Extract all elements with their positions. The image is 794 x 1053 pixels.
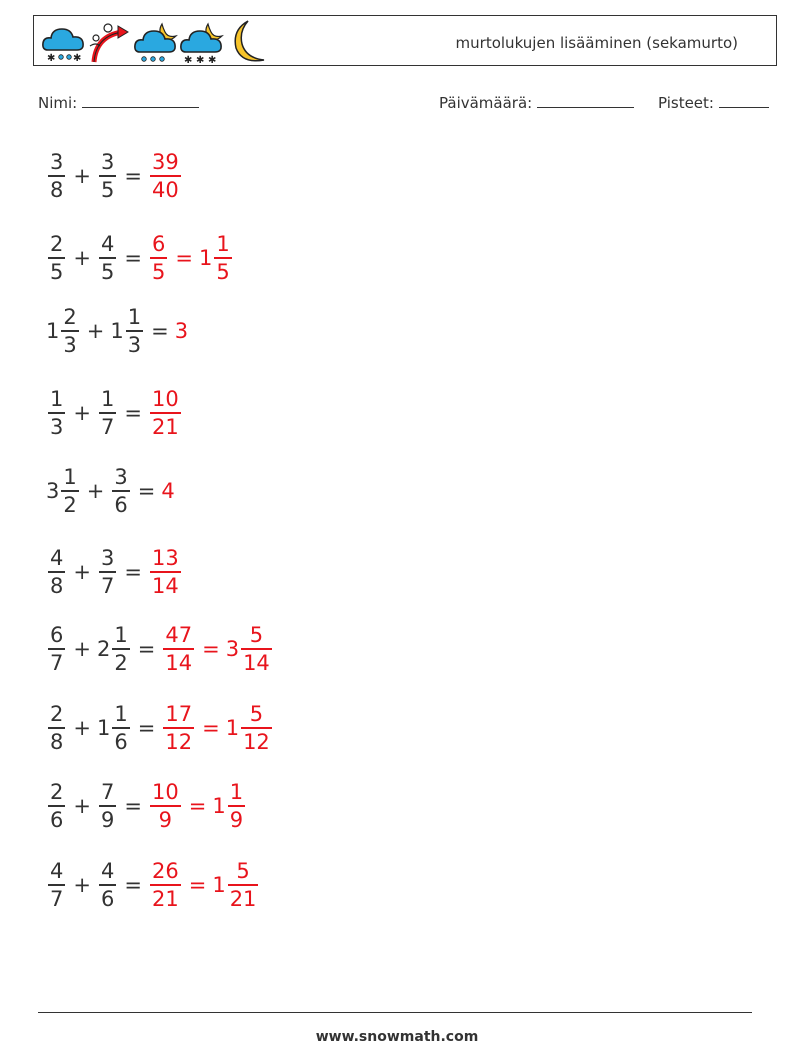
answer-mixed-number (199, 231, 234, 285)
fraction (48, 149, 65, 203)
worksheet-title: murtolukujen lisääminen (sekamurto) (455, 34, 738, 52)
answer-fraction (150, 386, 181, 440)
numerator: 17 (165, 702, 193, 727)
answer (161, 479, 174, 503)
answer-fraction (150, 779, 181, 833)
answer (148, 149, 183, 203)
score-field (658, 93, 769, 112)
whole-number: 1 (198, 246, 213, 270)
denominator: 5 (100, 177, 115, 202)
addend-1 (46, 149, 67, 203)
addend-1 (46, 622, 67, 676)
numerator: 1 (127, 305, 142, 330)
equals-sign: = (188, 794, 207, 818)
equals-sign: = (202, 637, 220, 661)
equals-sign: = (137, 479, 156, 503)
problem-row (46, 145, 183, 207)
fraction (48, 231, 65, 285)
denominator: 14 (165, 650, 193, 675)
date-field (439, 93, 634, 112)
fraction (61, 304, 78, 358)
denominator: 12 (165, 729, 193, 754)
numerator: 5 (249, 702, 264, 727)
equals-sign: = (137, 716, 156, 740)
footer-divider (38, 1012, 752, 1013)
svg-text:✱: ✱ (208, 55, 217, 64)
denominator: 2 (114, 650, 128, 675)
numerator: 2 (50, 232, 64, 257)
numerator: 2 (50, 780, 64, 805)
svg-text:✱: ✱ (47, 53, 56, 64)
denominator: 7 (50, 886, 64, 911)
equals-sign: = (188, 873, 207, 897)
denominator: 8 (50, 177, 64, 202)
numerator: 39 (151, 150, 179, 175)
numerator: 26 (151, 859, 179, 884)
equals-sign: = (124, 401, 142, 425)
fraction (48, 545, 65, 599)
addend-2 (97, 545, 118, 599)
fraction (99, 858, 116, 912)
fraction (99, 386, 116, 440)
score-label: Pisteet: (658, 94, 714, 112)
fraction (99, 545, 116, 599)
addend-2 (97, 231, 118, 285)
denominator: 14 (151, 573, 179, 598)
date-label: Päivämäärä: (439, 94, 533, 112)
whole-number: 1 (225, 716, 240, 740)
equals-sign: = (202, 716, 220, 740)
addend-1 (46, 386, 67, 440)
denominator: 7 (100, 573, 115, 598)
fraction (112, 622, 129, 676)
numerator: 13 (151, 546, 179, 571)
whole-number: 1 (96, 716, 111, 740)
addend-2 (110, 464, 131, 518)
date-line (537, 93, 634, 108)
fraction (61, 464, 78, 518)
denominator: 40 (151, 177, 179, 202)
denominator: 7 (100, 414, 115, 439)
fraction (126, 304, 143, 358)
svg-text:✱: ✱ (184, 55, 193, 64)
numerator: 1 (114, 623, 128, 648)
addend-2 (97, 858, 118, 912)
problem-row (46, 460, 175, 522)
answer (175, 319, 188, 343)
answer-mixed-number (212, 779, 247, 833)
answer-fraction (150, 149, 181, 203)
denominator: 14 (243, 650, 270, 675)
numerator: 4 (100, 859, 115, 884)
addend-2 (97, 779, 118, 833)
plus-sign: + (86, 479, 105, 503)
denominator: 2 (63, 492, 77, 517)
problem-row (46, 854, 260, 916)
whole-number: 1 (212, 794, 226, 818)
numerator: 1 (114, 702, 128, 727)
denominator: 3 (63, 332, 77, 357)
answer-integer: 3 (174, 319, 189, 343)
header-box (33, 15, 777, 66)
addend-1 (46, 779, 67, 833)
svg-text:✱: ✱ (73, 53, 82, 64)
rain-cloud-moon-icon (132, 18, 180, 64)
problem-row (46, 227, 234, 289)
addend-1 (46, 304, 81, 358)
numerator: 5 (249, 623, 264, 648)
denominator: 8 (50, 573, 64, 598)
numerator: 10 (151, 387, 179, 412)
numerator: 3 (100, 150, 115, 175)
equals-sign: = (137, 637, 156, 661)
fraction (99, 149, 116, 203)
denominator: 6 (114, 729, 128, 754)
equals-sign: = (124, 164, 142, 188)
problem-row (46, 541, 183, 603)
numerator: 6 (151, 232, 166, 257)
fraction (228, 779, 245, 833)
denominator: 5 (216, 259, 230, 284)
equals-sign: = (124, 794, 142, 818)
numerator: 1 (63, 465, 77, 490)
fraction (48, 779, 65, 833)
numerator: 3 (50, 150, 64, 175)
fraction (48, 622, 65, 676)
equals-sign: = (151, 319, 169, 343)
name-label: Nimi: (38, 94, 78, 112)
denominator: 5 (151, 259, 166, 284)
denominator: 9 (229, 807, 244, 832)
plus-sign: + (73, 873, 91, 897)
answer-fraction (163, 622, 194, 676)
denominator: 6 (114, 492, 128, 517)
denominator: 12 (243, 729, 270, 754)
denominator: 8 (50, 729, 64, 754)
numerator: 2 (63, 305, 77, 330)
answer-fraction (150, 858, 181, 912)
wind-rainbow-icon (88, 18, 134, 66)
addend-1 (46, 545, 67, 599)
name-line (82, 93, 199, 108)
problem-row (46, 382, 183, 444)
addend-1 (46, 701, 67, 755)
numerator: 1 (216, 232, 230, 257)
denominator: 9 (158, 807, 173, 832)
answer (148, 386, 183, 440)
fraction (112, 701, 129, 755)
crescent-moon-icon (226, 18, 270, 66)
snow-cloud-moon-icon (178, 18, 226, 64)
addend-2 (97, 386, 118, 440)
denominator: 9 (100, 807, 115, 832)
denominator: 7 (50, 650, 64, 675)
denominator: 5 (50, 259, 64, 284)
numerator: 1 (229, 780, 244, 805)
answer (161, 701, 273, 755)
svg-text:✱: ✱ (196, 55, 205, 64)
plus-sign: + (73, 794, 91, 818)
plus-sign: + (73, 401, 91, 425)
name-field (38, 93, 199, 112)
fraction (214, 231, 231, 285)
answer-fraction (150, 231, 167, 285)
equals-sign: = (124, 246, 142, 270)
whole-number: 1 (46, 319, 60, 343)
problem-row (46, 775, 247, 837)
numerator: 4 (50, 859, 64, 884)
whole-number: 2 (96, 637, 111, 661)
problem-row (46, 300, 188, 362)
answer (148, 858, 260, 912)
plus-sign: + (73, 637, 91, 661)
equals-sign: = (175, 246, 193, 270)
denominator: 3 (50, 414, 64, 439)
fraction (241, 622, 272, 676)
denominator: 3 (127, 332, 142, 357)
whole-number: 3 (225, 637, 240, 661)
answer (148, 231, 234, 285)
equals-sign: = (124, 560, 142, 584)
fraction (99, 779, 116, 833)
numerator: 3 (114, 465, 128, 490)
denominator: 6 (100, 886, 115, 911)
score-line (719, 93, 769, 108)
fraction (112, 464, 129, 518)
numerator: 4 (50, 546, 64, 571)
plus-sign: + (73, 164, 91, 188)
numerator: 5 (236, 859, 250, 884)
answer-mixed-number (212, 858, 260, 912)
addend-2 (97, 622, 132, 676)
answer-mixed-number (226, 701, 274, 755)
answer (161, 622, 273, 676)
plus-sign: + (73, 716, 91, 740)
answer-fraction (150, 545, 181, 599)
whole-number: 1 (212, 873, 226, 897)
whole-number: 1 (110, 319, 124, 343)
addend-1 (46, 858, 67, 912)
fraction (48, 858, 65, 912)
answer-integer: 4 (161, 479, 175, 503)
numerator: 1 (50, 387, 64, 412)
numerator: 10 (151, 780, 179, 805)
numerator: 47 (165, 623, 193, 648)
numerator: 1 (100, 387, 115, 412)
numerator: 4 (100, 232, 115, 257)
problem-row (46, 618, 274, 680)
addend-1 (46, 464, 81, 518)
numerator: 3 (100, 546, 115, 571)
whole-number: 3 (46, 479, 60, 503)
plus-sign: + (86, 319, 105, 343)
addend-2 (97, 701, 132, 755)
denominator: 6 (50, 807, 64, 832)
problem-row (46, 697, 274, 759)
denominator: 21 (151, 414, 179, 439)
fraction (241, 701, 272, 755)
numerator: 6 (50, 623, 64, 648)
addend-1 (46, 231, 67, 285)
numerator: 2 (50, 702, 64, 727)
addend-2 (97, 149, 118, 203)
denominator: 21 (229, 886, 257, 911)
denominator: 5 (100, 259, 115, 284)
fraction (99, 231, 116, 285)
footer-url: www.snowmath.com (315, 1029, 479, 1045)
equals-sign: = (124, 873, 142, 897)
plus-sign: + (73, 246, 91, 270)
answer (148, 545, 183, 599)
numerator: 7 (100, 780, 115, 805)
answer-fraction (163, 701, 194, 755)
denominator: 21 (151, 886, 179, 911)
snow-cloud-icon (40, 18, 88, 64)
plus-sign: + (73, 560, 91, 584)
fraction (228, 858, 259, 912)
fraction (48, 386, 65, 440)
answer-mixed-number (226, 622, 274, 676)
answer (148, 779, 247, 833)
fraction (48, 701, 65, 755)
addend-2 (110, 304, 145, 358)
